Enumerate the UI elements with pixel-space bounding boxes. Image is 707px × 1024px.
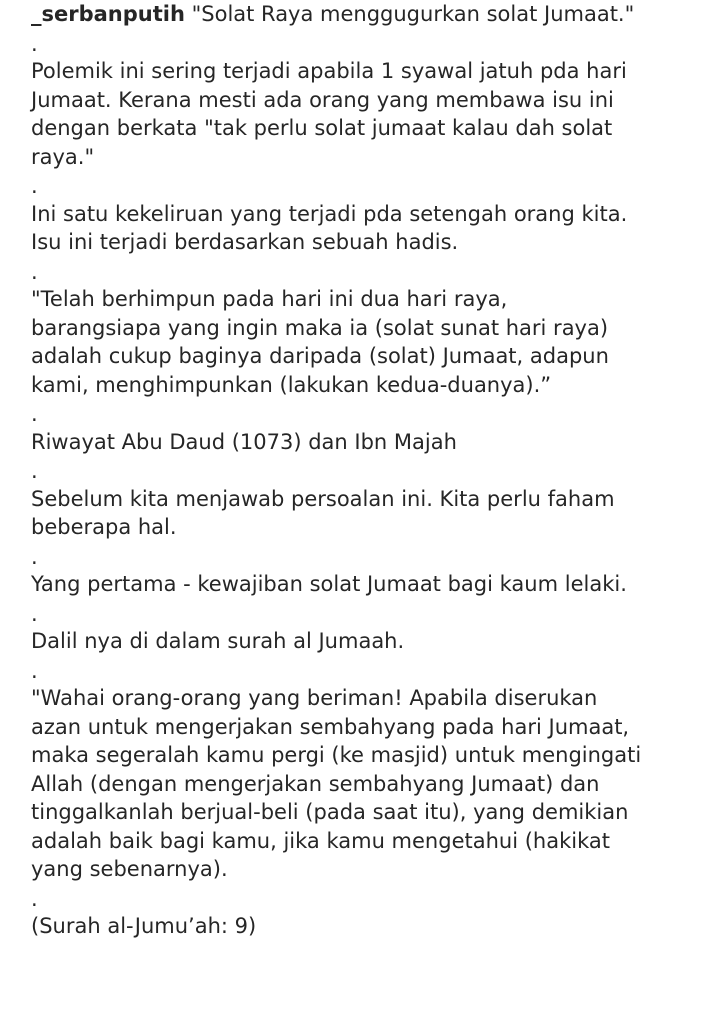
caption-line: tinggalkanlah berjual-beli (pada saat itu), yang demikian <box>31 800 629 824</box>
caption-paragraph <box>31 684 707 884</box>
caption-paragraph <box>31 570 707 599</box>
separator-dot: . <box>31 601 38 626</box>
separator-dot: . <box>31 174 38 198</box>
caption-line: azan untuk mengerjakan sembahyang pada hari Jumaat, <box>31 714 630 739</box>
caption-paragraph <box>31 428 707 457</box>
caption-line: kami, menghimpunkan (lakukan kedua-duanya).” <box>31 372 552 397</box>
separator-dot: . <box>31 886 38 911</box>
separator-dot: . <box>31 544 38 569</box>
caption-line: raya." <box>31 144 95 169</box>
caption-line: Riwayat Abu Daud (1073) dan Ibn Majah <box>31 429 457 454</box>
caption-line: (Surah al-Jumu’ah: 9) <box>31 914 257 938</box>
caption-paragraph <box>31 912 707 941</box>
caption-line: Polemik ini sering terjadi apabila 1 syawal jatuh pda hari <box>31 59 627 83</box>
caption-line: Ini satu kekeliruan yang terjadi pda setengah orang kita. <box>31 201 628 226</box>
caption-line: yang sebenarnya). <box>31 857 228 881</box>
separator-dot: . <box>31 459 38 483</box>
caption-line: beberapa hal. <box>31 515 177 539</box>
caption-paragraph <box>31 285 707 399</box>
caption-line: Yang pertama - kewajiban solat Jumaat bagi kaum lelaki. <box>31 572 627 596</box>
caption-paragraph <box>31 485 707 542</box>
separator-dot: . <box>31 658 38 683</box>
caption-paragraph <box>31 57 707 171</box>
caption-headline: "Solat Raya menggugurkan solat Jumaat." <box>191 2 635 26</box>
caption-line: adalah baik bagi kamu, jika kamu mengetahui (hakikat <box>31 828 610 853</box>
caption-line: barangsiapa yang ingin maka ia (solat sunat hari raya) <box>31 315 609 340</box>
caption-body <box>31 29 707 941</box>
caption-paragraph <box>31 200 707 257</box>
caption-line: Jumaat. Kerana mesti ada orang yang membawa isu ini <box>31 87 614 112</box>
caption-line: Dalil nya di dalam surah al Jumaah. <box>31 629 405 653</box>
caption-paragraph <box>31 627 707 656</box>
caption-line: "Telah berhimpun pada hari ini dua hari raya, <box>31 287 508 311</box>
username-link[interactable]: _serbanputih <box>31 2 185 26</box>
caption-line: Allah (dengan mengerjakan sembahyang Jumaat) dan <box>31 771 600 796</box>
caption-line: adalah cukup baginya daripada (solat) Jumaat, adapun <box>31 344 609 368</box>
separator-dot: . <box>31 259 38 284</box>
caption-line: maka segeralah kamu pergi (ke masjid) untuk mengingati <box>31 743 642 767</box>
separator-dot: . <box>31 402 38 426</box>
caption-line: Isu ini terjadi berdasarkan sebuah hadis. <box>31 230 459 254</box>
caption-line: dengan berkata "tak perlu solat jumaat kalau dah solat <box>31 116 613 140</box>
caption-line: "Wahai orang-orang yang beriman! Apabila diserukan <box>31 686 598 710</box>
caption-line: Sebelum kita menjawab persoalan ini. Kita perlu faham <box>31 486 615 511</box>
separator-dot: . <box>31 31 38 56</box>
caption-header <box>31 0 707 29</box>
